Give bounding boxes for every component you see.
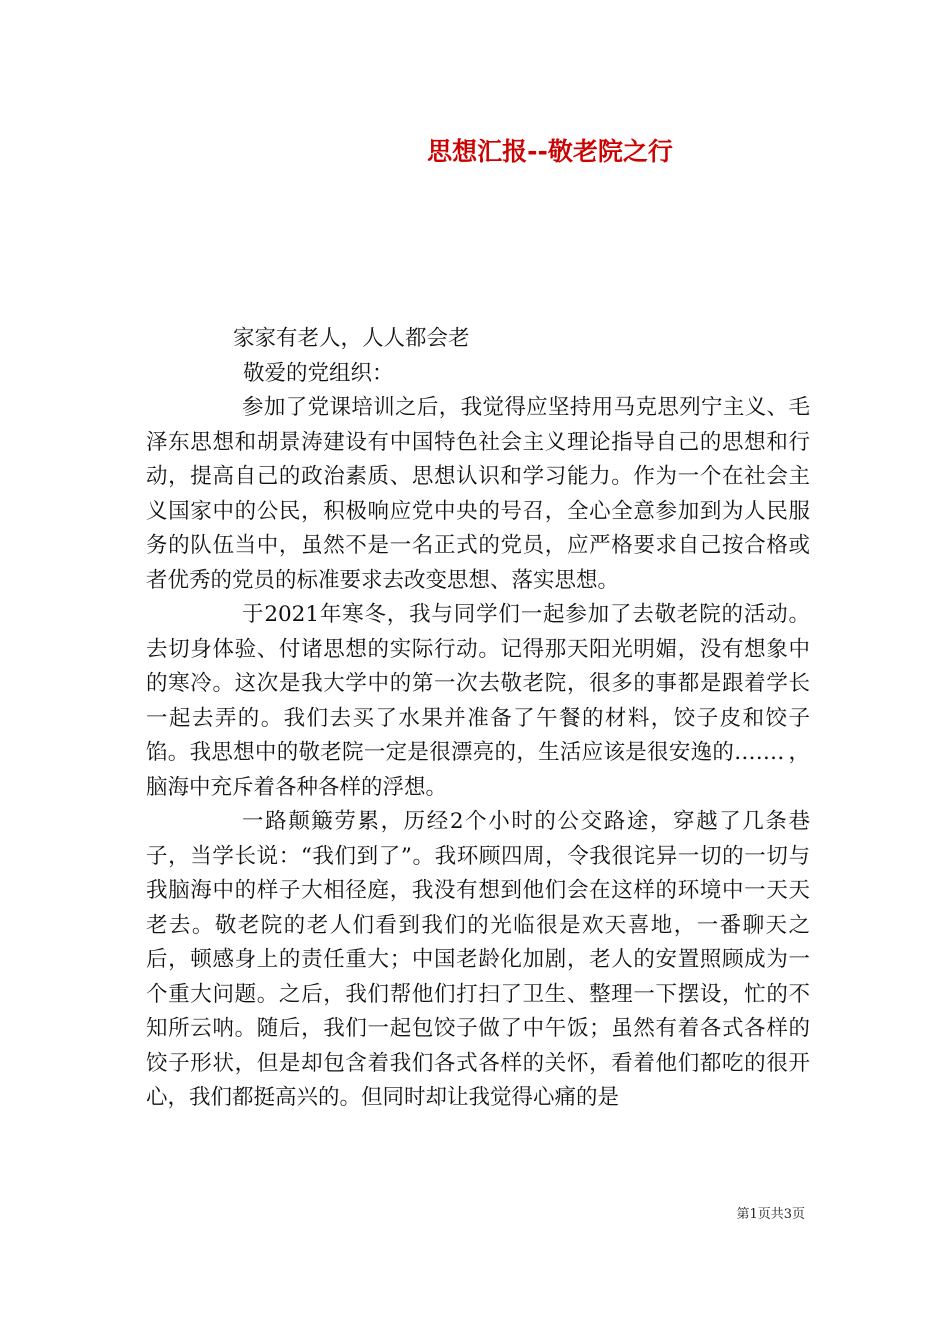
document-title: 思想汇报--敬老院之行 [427,137,673,166]
salutation: 敬爱的党组织： [243,360,394,386]
paragraph-2: 于2021年寒冬，我与同学们一起参加了去敬老院的活动。去切身体验、付诸思想的实际行动。记得那天阳光明媚，没有想象中的寒冷。这次是我大学中的第一次去敬老院，很多的事都是跟着学长一起去弄的。我们去买了水果并准备了午餐的材料，饺子皮和饺子馅。我思想中的敬老院一定是很漂亮的，生活应该是很安逸的……．，脑海中充斥着各种各样的浮想。 [146,602,810,800]
document-body [146,322,810,1116]
document-subtitle: 家家有老人，人人都会老 [233,326,470,351]
paragraph-3: 一路颠簸劳累，历经2个小时的公交路途，穿越了几条巷子，当学长说：“我们到了”。我环顾四周，令我很诧异一切的一切与我脑海中的样子大相径庭，我没有想到他们会在这样的环境中一天天老去。敬老院的老人们看到我们的光临很是欢天喜地，一番聊天之后，顿感身上的责任重大；中国老龄化加剧，老人的安置照顾成为一个重大问题。之后，我们帮他们打扫了卫生、整理一下摆设，忙的不知所云呐。随后，我们一起包饺子做了中午饭；虽然有着各式各样的饺子形状，但是却包含着我们各式各样的关怀，看着他们都吃的很开心，我们都挺高兴的。但同时却让我觉得心痛的是 [146,809,810,1110]
page-number-footer: 第1页共3页 [736,1207,805,1222]
paragraph-1: 参加了党课培训之后，我觉得应坚持用马克思列宁主义、毛泽东思想和胡景涛建设有中国特色社会主义理论指导自己的思想和行动，提高自己的政治素质、思想认识和学习能力。作为一个在社会主义国家中的公民，积极响应党中央的号召，全心全意参加到为人民服务的队伍当中，虽然不是一名正式的党员，应严格要求自己按合格或者优秀的党员的标准要求去改变思想、落实思想。 [146,395,810,593]
